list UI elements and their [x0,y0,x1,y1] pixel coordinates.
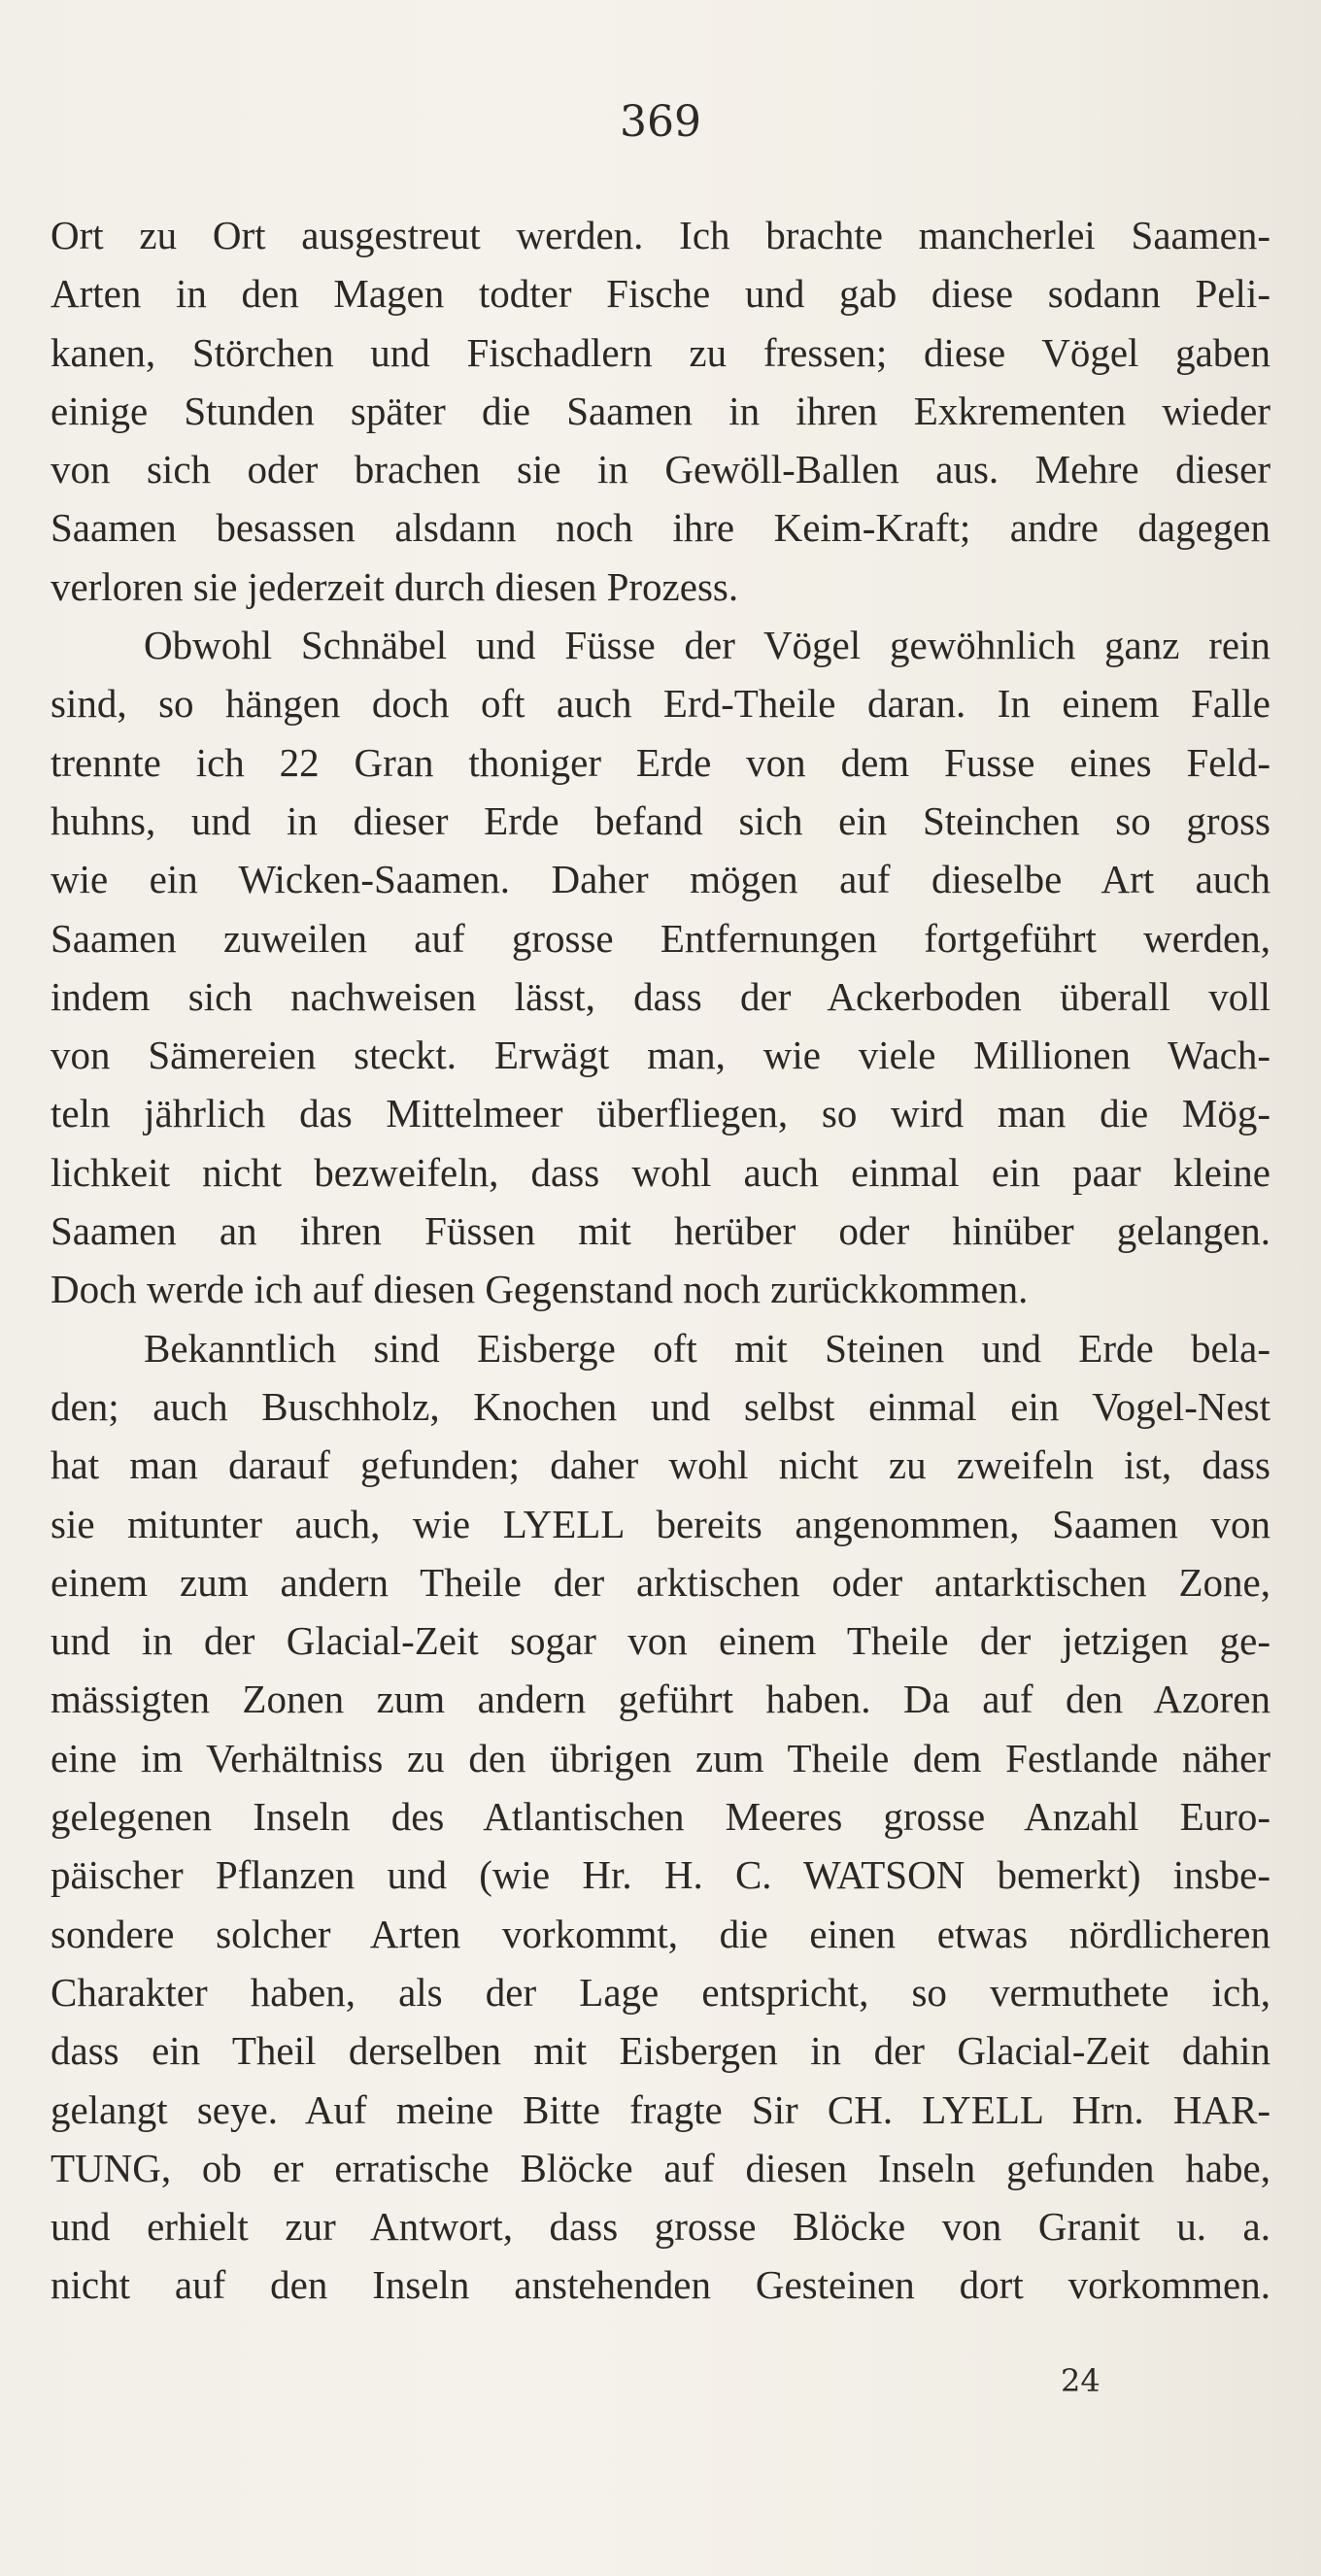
text-line: hat man darauf gefunden; daher wohl nicht zu zweifeln ist, dass [51,1442,1270,1488]
text-line: den; auch Buschholz, Knochen und selbst einmal ein Vogel-Nest [51,1383,1270,1429]
text-line: kanen, Störchen und Fischadlern zu fressen; diese Vögel gaben [51,329,1270,375]
text-line: trennte ich 22 Gran thoniger Erde von dem Fusse eines Feld- [51,739,1270,785]
page-number: 369 [620,97,701,147]
text-line: Doch werde ich auf diesen Gegenstand noch zurückkommen. [51,1267,1029,1312]
text-line: sie mitunter auch, wie LYELL bereits angenommen, Saamen von [51,1501,1270,1546]
text-line: von sich oder brachen sie in Gewöll-Ballen aus. Mehre dieser [51,447,1270,492]
text-line: verloren sie jederzeit durch diesen Prozess. [51,563,739,609]
paragraph-start-line: Bekanntlich sind Eisberge oft mit Steinen und Erde bela- [144,1325,1270,1371]
body-text [51,206,1270,2315]
text-line: einem zum andern Theile der arktischen oder antarktischen Zone, [51,1559,1270,1605]
text-line: indem sich nachweisen lässt, dass der Ackerboden überall voll [51,973,1270,1019]
text-line: sondere solcher Arten vorkommt, die einen etwas nördlicheren [51,1911,1270,1956]
text-line: teln jährlich das Mittelmeer überfliegen, so wird man die Mög- [51,1091,1270,1136]
text-line: lichkeit nicht bezweifeln, dass wohl auch einmal ein paar kleine [51,1149,1270,1195]
text-line: Saamen zuweilen auf grosse Entfernungen fortgeführt werden, [51,915,1270,961]
text-line: von Sämereien steckt. Erwägt man, wie viele Millionen Wach- [51,1033,1270,1078]
text-line: Saamen besassen alsdann noch ihre Keim-Kraft; andre dagegen [51,505,1270,551]
text-line: gelangt seye. Auf meine Bitte fragte Sir CH. LYELL Hrn. HAR- [51,2086,1270,2132]
text-line: gelegenen Inseln des Atlantischen Meeres grosse Anzahl Euro- [51,1794,1270,1840]
paragraph-start-line: Obwohl Schnäbel und Füsse der Vögel gewöhnlich ganz rein [144,623,1270,668]
text-line: eine im Verhältniss zu den übrigen zum Theile dem Festlande näher [51,1735,1270,1780]
text-line: und in der Glacial-Zeit sogar von einem Theile der jetzigen ge- [51,1618,1270,1664]
text-line: nicht auf den Inseln anstehenden Gesteinen dort vorkommen. [51,2262,1270,2308]
signature-mark: 24 [1061,2362,1101,2399]
text-line: wie ein Wicken-Saamen. Daher mögen auf dieselbe Art auch [51,857,1270,902]
text-line: päischer Pflanzen und (wie Hr. H. C. WATSON bemerkt) insbe- [51,1852,1270,1898]
text-line: sind, so hängen doch oft auch Erd-Theile daran. In einem Falle [51,681,1270,727]
text-line: und erhielt zur Antwort, dass grosse Blöcke von Granit u. a. [51,2204,1270,2250]
text-line: huhns, und in dieser Erde befand sich ein Steinchen so gross [51,797,1270,843]
text-line: Charakter haben, als der Lage entspricht, so vermuthete ich, [51,1969,1270,2015]
text-line: dass ein Theil derselben mit Eisbergen in der Glacial-Zeit dahin [51,2028,1270,2074]
text-line: Saamen an ihren Füssen mit herüber oder hinüber gelangen. [51,1208,1270,1254]
text-line: TUNG, ob er erratische Blöcke auf diesen Inseln gefunden habe, [51,2145,1270,2190]
text-line: mässigten Zonen zum andern geführt haben. Da auf den Azoren [51,1677,1270,1722]
text-line: Arten in den Magen todter Fische und gab diese sodann Peli- [51,271,1270,317]
text-line: Ort zu Ort ausgestreut werden. Ich brachte mancherlei Saamen- [51,213,1270,257]
text-line: einige Stunden später die Saamen in ihren Exkrementen wieder [51,388,1270,433]
